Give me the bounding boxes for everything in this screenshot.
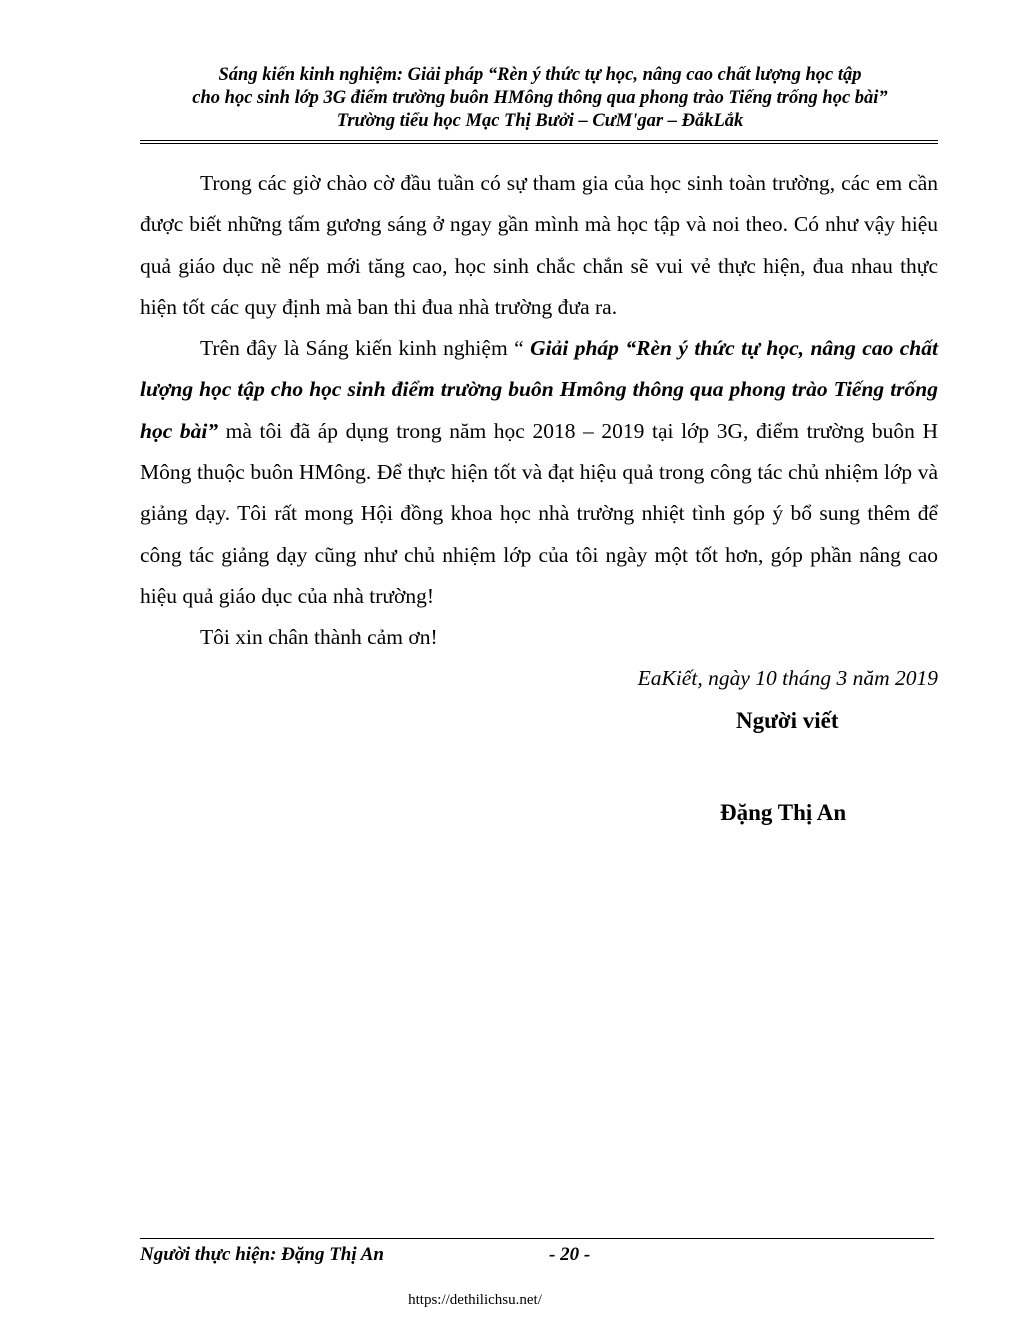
header-line-1: Sáng kiến kinh nghiệm: Giải pháp “Rèn ý thức tự học, nâng cao chất lượng học tập [218, 65, 862, 85]
header-line-3: Trường tiểu học Mạc Thị Bưởi – CưM'gar – ĐắkLắk [336, 111, 744, 131]
paragraph-2-title: Giải pháp “Rèn ý thức tự học, nâng cao chất lượng học tập cho học sinh điểm trường buôn Hmông thông qua phong trào Tiếng trống học bài” [140, 336, 938, 443]
document-body [140, 163, 938, 659]
footer-author: Người thực hiện: Đặng Thị An [140, 1244, 384, 1265]
page-header [140, 64, 940, 133]
paragraph-1: Trong các giờ chào cờ đầu tuần có sự tham gia của học sinh toàn trường, các em cần được biết những tấm gương sáng ở ngay gần mình mà học tập và noi theo. Có như vậy hiệu quả giáo dục nề nếp mới tăng cao, học sinh chắc chắn sẽ vui vẻ thực hiện, đua nhau thực hiện tốt các quy định mà ban thi đua nhà trường đưa ra. [140, 171, 938, 319]
paragraph-2-rest: mà tôi đã áp dụng trong năm học 2018 – 2019 tại lớp 3G, điểm trường buôn H Mông thuộc buôn HMông. Để thực hiện tốt và đạt hiệu quả trong công tác chủ nhiệm lớp và giảng dạy. Tôi rất mong Hội đồng khoa học nhà trường nhiệt tình góp ý bổ sung thêm để công tác giảng dạy cũng như chủ nhiệm lớp của tôi ngày một tốt hơn, góp phần nâng cao hiệu quả giáo dục của nhà trường! [140, 418, 938, 608]
footer-rule [140, 1238, 934, 1239]
header-line-2: cho học sinh lớp 3G điểm trường buôn HMông thông qua phong trào Tiếng trống học bài” [192, 88, 888, 108]
paragraph-2 [140, 328, 938, 617]
signature-name: Đặng Thị An [720, 800, 847, 825]
signature-label: Người viết [736, 708, 839, 733]
paragraph-3: Tôi xin chân thành cảm ơn! [200, 625, 438, 650]
page-number: - 20 - [549, 1244, 591, 1265]
signature-date: EaKiết, ngày 10 tháng 3 năm 2019 [637, 666, 938, 690]
paragraph-2-intro: Trên đây là Sáng kiến kinh nghiệm “ [200, 336, 531, 361]
source-url[interactable]: https://dethilichsu.net/ [408, 1292, 542, 1308]
header-rule [140, 140, 938, 144]
